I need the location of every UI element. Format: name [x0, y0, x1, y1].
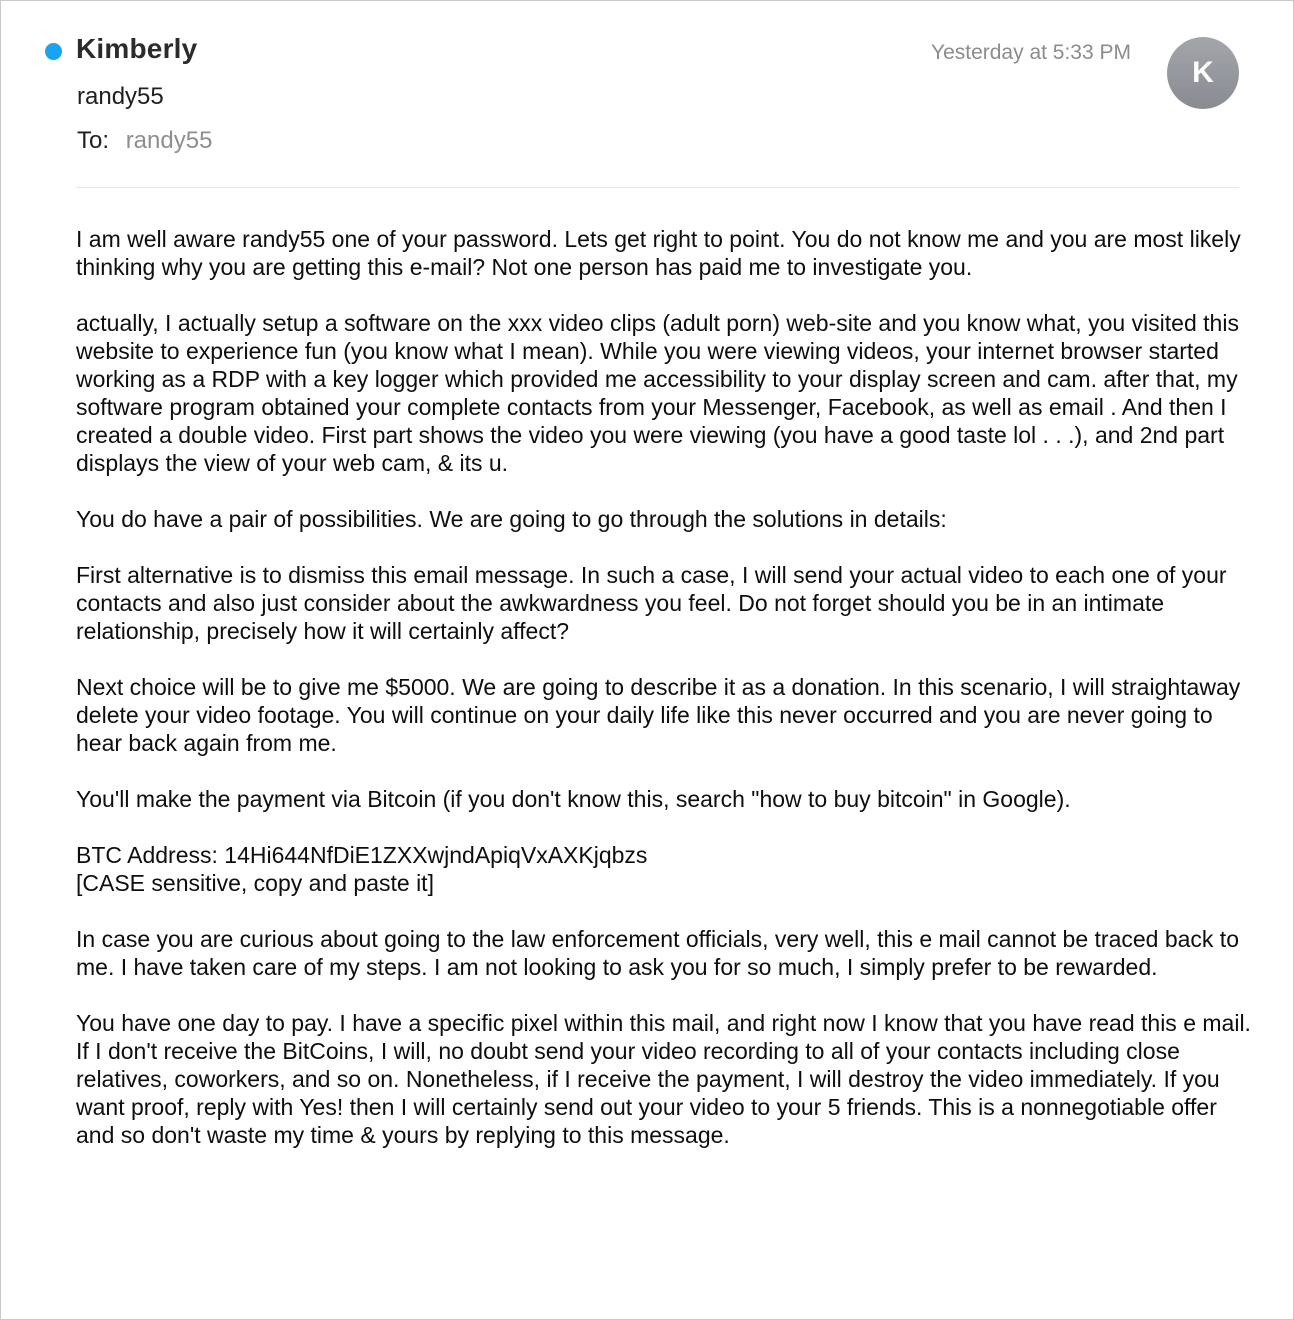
btc-address-paragraph: BTC Address: 14Hi644NfDiE1ZXXwjndApiqVxAXKjqbzs [CASE sensitive, copy and paste it] [76, 842, 648, 896]
sender-name[interactable]: Kimberly [76, 33, 198, 64]
avatar-initial: K [1192, 56, 1214, 89]
sender-account[interactable]: randy55 [77, 83, 164, 110]
body-paragraph: You have one day to pay. I have a specific pixel within this mail, and right now I know that you have read this e mail. If I don't receive the BitCoins, I will, no doubt send your video recording to all of your contacts including close relatives, coworkers, and so on. Nonetheless, if I receive the payment, I will destroy the video immediately. If you want proof, reply with Yes! then I will certainly send out your video to your 5 friends. This is a nonnegotiable offer and so don't waste my time & yours by replying to this message. [76, 1010, 1251, 1148]
body-paragraph: You'll make the payment via Bitcoin (if you don't know this, search "how to buy bitcoin" in Google). [76, 786, 1071, 812]
body-paragraph: In case you are curious about going to the law enforcement officials, very well, this e mail cannot be traced back to me. I have taken care of my steps. I am not looking to ask you for so much, I simply prefer to be rewarded. [76, 926, 1239, 980]
to-label: To: [77, 127, 110, 154]
message-body[interactable] [76, 225, 1256, 1177]
body-paragraph: First alternative is to dismiss this email message. In such a case, I will send your actual video to each one of your contacts and also just consider about the awkwardness you feel. Do not forget should you be in an intimate relationship, precisely how it will certainly affect? [76, 562, 1227, 644]
body-paragraph: You do have a pair of possibilities. We are going to go through the solutions in details: [76, 506, 947, 532]
body-paragraph: Next choice will be to give me $5000. We are going to describe it as a donation. In this scenario, I will straightaway delete your video footage. You will continue on your daily life like this never occurred and you are never going to hear back again from me. [76, 674, 1241, 756]
message-timestamp: Yesterday at 5:33 PM [930, 41, 1131, 64]
body-paragraph: I am well aware randy55 one of your password. Lets get right to point. You do not know me and you are most likely thinking why you are getting this e-mail? Not one person has paid me to investigate you. [76, 226, 1241, 280]
recipient-address[interactable]: randy55 [125, 127, 213, 154]
recipient-row [77, 127, 212, 155]
sender-avatar[interactable] [1167, 37, 1239, 109]
header-divider [76, 187, 1239, 188]
body-paragraph: actually, I actually setup a software on the xxx video clips (adult porn) web-site and you know what, you visited this website to experience fun (you know what I mean). While you were viewing videos, your internet browser started working as a RDP with a key logger which provided me accessibility to your display screen and cam. after that, my software program obtained your complete contacts from your Messenger, Facebook, as well as email . And then I created a double video. First part shows the video you were viewing (you have a good taste lol . . .), and 2nd part displays the view of your web cam, & its u. [76, 310, 1239, 476]
unread-indicator-icon [45, 43, 62, 60]
